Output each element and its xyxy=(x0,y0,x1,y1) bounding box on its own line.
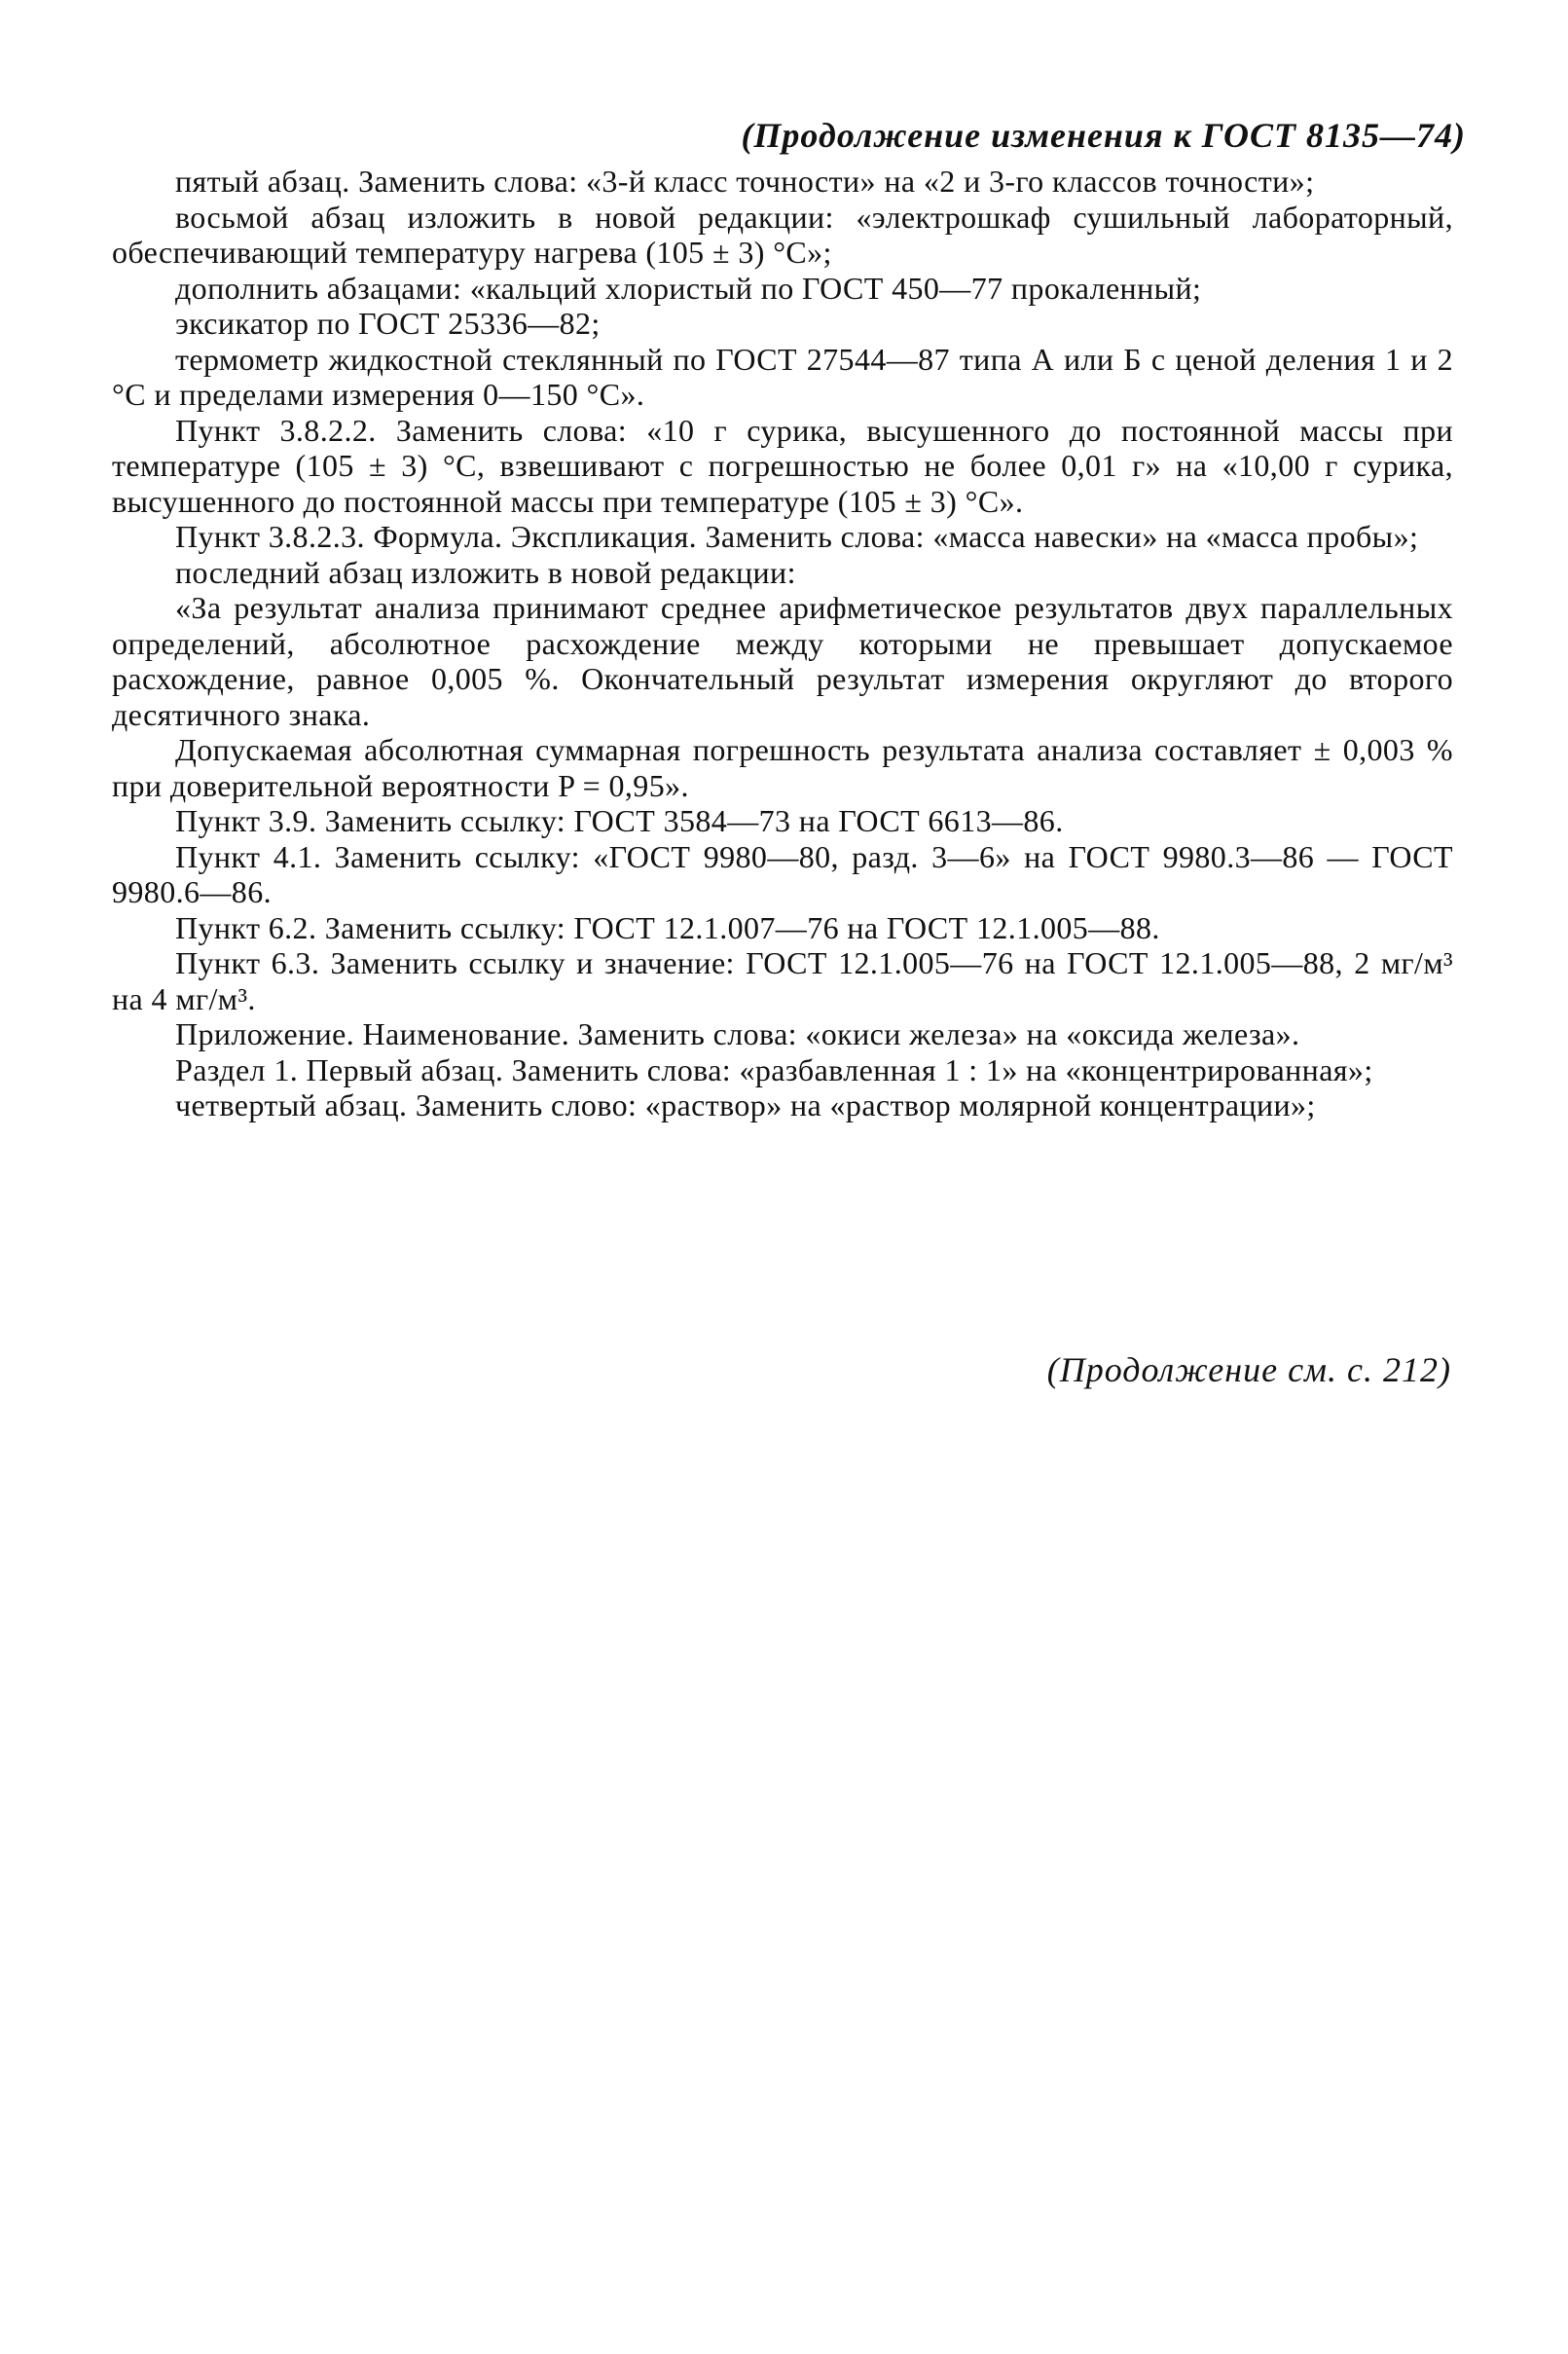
paragraph: «За результат анализа принимают среднее арифметическое результатов двух параллельных определений, абсолютное расхождение между которыми не превышает допускаемое расхождение, равное 0,005 %. Окончательный результат измерения округляют до второго десятичного знака. xyxy=(112,590,1453,732)
page-footer-continuation: (Продолжение см. с. 212) xyxy=(1046,1350,1451,1389)
paragraph: восьмой абзац изложить в новой редакции: «электрошкаф сушильный лабораторный, обеспечивающий температуру нагрева (105 ± 3) °С»; xyxy=(112,199,1453,270)
document-body xyxy=(112,164,1453,1123)
paragraph: последний абзац изложить в новой редакции: xyxy=(175,554,796,590)
paragraph: дополнить абзацами: «кальций хлористый по ГОСТ 450—77 прокаленный; xyxy=(175,270,1202,306)
page-header: (Продолжение изменения к ГОСТ 8135—74) xyxy=(741,116,1466,155)
paragraph: Допускаемая абсолютная суммарная погрешность результата анализа составляет ± 0,003 % при доверительной вероятности P = 0,95». xyxy=(112,732,1453,803)
paragraph: Приложение. Наименование. Заменить слова: «окиси железа» на «оксида железа». xyxy=(175,1016,1300,1051)
paragraph: эксикатор по ГОСТ 25336—82; xyxy=(175,306,601,341)
paragraph: Раздел 1. Первый абзац. Заменить слова: «разбавленная 1 : 1» на «концентрированная»; xyxy=(175,1051,1373,1087)
paragraph: термометр жидкостной стеклянный по ГОСТ 27544—87 типа А или Б с ценой деления 1 и 2 °С и пределами измерения 0—150 °С». xyxy=(112,341,1453,412)
paragraph: пятый абзац. Заменить слова: «3-й класс точности» на «2 и 3-го классов точности»; xyxy=(175,164,1315,199)
paragraph: Пункт 6.2. Заменить ссылку: ГОСТ 12.1.007—76 на ГОСТ 12.1.005—88. xyxy=(175,909,1160,945)
paragraph: Пункт 3.8.2.2. Заменить слова: «10 г сурика, высушенного до постоянной массы при температуре (105 ± 3) °С, взвешивают с погрешностью не более 0,01 г» на «10,00 г сурика, высушенного до постоянной массы при температуре (105 ± 3) °С». xyxy=(112,412,1453,519)
paragraph: Пункт 6.3. Заменить ссылку и значение: ГОСТ 12.1.005—76 на ГОСТ 12.1.005—88, 2 мг/м³ на 4 мг/м³. xyxy=(112,945,1453,1016)
paragraph: Пункт 4.1. Заменить ссылку: «ГОСТ 9980—80, разд. 3—6» на ГОСТ 9980.3—86 — ГОСТ 9980.6—86. xyxy=(112,838,1453,909)
paragraph: Пункт 3.9. Заменить ссылку: ГОСТ 3584—73 на ГОСТ 6613—86. xyxy=(175,803,1064,838)
paragraph: Пункт 3.8.2.3. Формула. Экспликация. Заменить слова: «масса навески» на «масса пробы»; xyxy=(175,519,1419,554)
paragraph: четвертый абзац. Заменить слово: «раствор» на «раствор молярной концентрации»; xyxy=(175,1087,1316,1122)
